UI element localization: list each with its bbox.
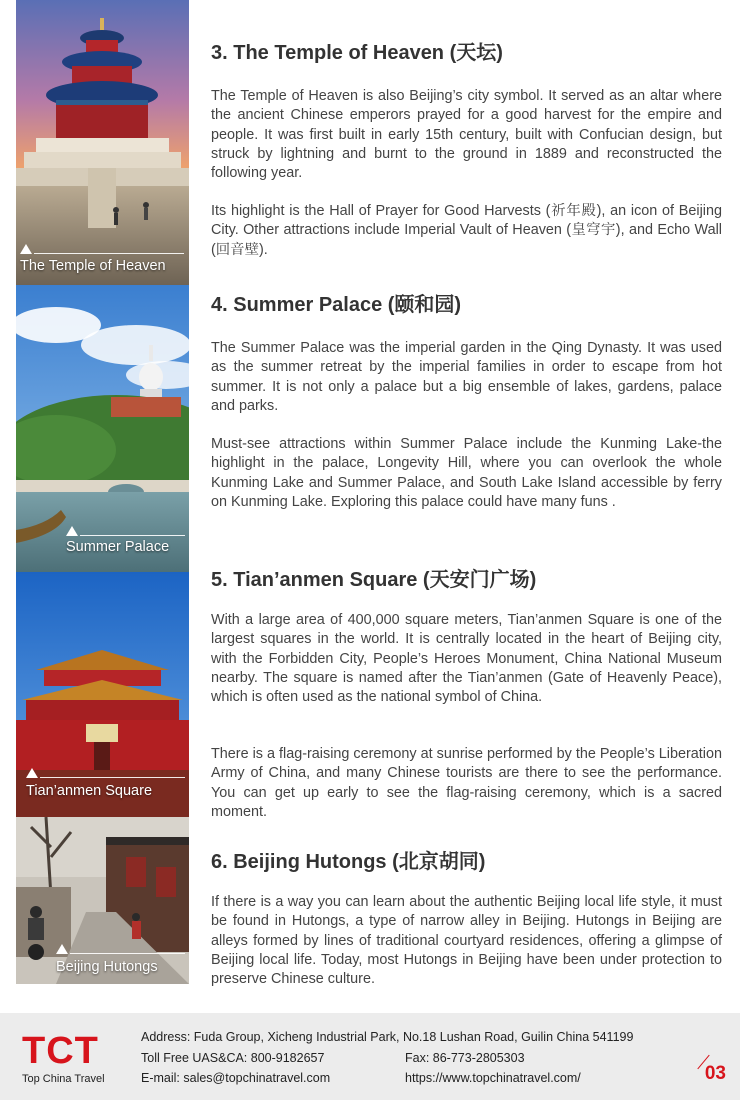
photo-summer-palace xyxy=(16,285,189,572)
paragraph: Must-see attractions within Summer Palace include the Kunming Lake-the highlight in the palace, Longevity Hill, where you can overlook the whole Kunming Lake and Summer Palace, and South Lake Island accessible by ferry on Kunming Lake. Exploring this palace could have many funs . xyxy=(211,436,722,510)
footer-email[interactable]: E-mail: sales@topchinatravel.com xyxy=(141,1071,331,1085)
section-title: 6. Beijing Hutongs (北京胡同) xyxy=(211,851,486,873)
paragraph: With a large area of 400,000 square meters, Tian’anmen Square is one of the largest squares in the world. It is centrally located in the heart of Beijing city, with the Forbidden City, People’s Heroes Monument, China National Museum nearby. The square is named after the Tian’anmen (Gate of Heavenly Peace), which is often used as the national symbol of China. xyxy=(211,612,722,706)
section-temple-of-heaven xyxy=(211,36,722,65)
footer-website-link[interactable]: https://www.topchinatravel.com/ xyxy=(405,1071,581,1085)
section-title: 3. The Temple of Heaven (天坛) xyxy=(211,42,503,64)
caption-line xyxy=(80,535,185,536)
photo-caption: The Temple of Heaven xyxy=(20,258,166,274)
section-beijing-hutongs-body xyxy=(211,893,722,989)
section-summer-palace-body-2 xyxy=(211,435,722,512)
section-beijing-hutongs xyxy=(211,845,722,874)
photo-temple-of-heaven xyxy=(16,0,189,285)
section-summer-palace xyxy=(211,288,722,317)
section-tiananmen-square-body-2 xyxy=(211,745,722,822)
section-temple-of-heaven-body xyxy=(211,87,722,183)
section-title: 5. Tian’anmen Square (天安门广场) xyxy=(211,569,537,591)
caption-marker-icon xyxy=(56,944,68,954)
paragraph: The Temple of Heaven is also Beijing’s city symbol. It served as an altar where the ancient Chinese emperors prayed for a good harvest for the empire and people. It was first built in early 15th century, built with Confucian design, but struck by lightning and burnt to the ground in 1889 and reconstructed the following year. xyxy=(211,88,722,182)
company-logo-subtitle: Top China Travel xyxy=(22,1073,105,1085)
paragraph: Its highlight is the Hall of Prayer for Good Harvests (祈年殿), an icon of Beijing City. Other attractions include Imperial Vault of Heaven (皇穹宇), and Echo Wall (回音壁). xyxy=(211,203,722,258)
caption-line xyxy=(34,253,184,254)
footer-tollfree: Toll Free UAS&CA: 800-9182657 xyxy=(141,1051,325,1065)
caption-line xyxy=(70,953,185,954)
caption-line xyxy=(40,777,185,778)
paragraph: If there is a way you can learn about the authentic Beijing local life style, it must be found in Hutongs, a type of narrow alley in Beijing. Hutongs in Beijing are alleys formed by lines of traditional courtyard residences, offering a glimpse of Beijing local life. Today, most Hutongs in Beijing have been under protection to preserve Chinese culture. xyxy=(211,894,722,988)
photo-tiananmen-square xyxy=(16,572,189,817)
photo-caption: Beijing Hutongs xyxy=(56,959,158,975)
paragraph: There is a flag-raising ceremony at sunrise performed by the People’s Liberation Army of China, and many Chinese tourists are there to see the performance. You can get up early to see the flag-raising ceremony, which is a sacred moment. xyxy=(211,746,722,820)
company-logo: TCT xyxy=(22,1030,99,1072)
caption-marker-icon xyxy=(26,768,38,778)
tiananmen-square-image xyxy=(16,572,189,817)
summer-palace-image xyxy=(16,285,189,572)
caption-marker-icon xyxy=(66,526,78,536)
footer-fax: Fax: 86-773-2805303 xyxy=(405,1051,525,1065)
page-footer xyxy=(0,1013,740,1100)
section-summer-palace-body xyxy=(211,339,722,416)
caption-marker-icon xyxy=(20,244,32,254)
photo-beijing-hutongs xyxy=(16,817,189,984)
photo-caption: Tian’anmen Square xyxy=(26,783,153,799)
photo-caption: Summer Palace xyxy=(66,539,170,555)
section-temple-of-heaven-body-2 xyxy=(211,202,722,260)
temple-of-heaven-image xyxy=(16,0,189,285)
section-tiananmen-square xyxy=(211,563,722,592)
section-title: 4. Summer Palace (颐和园) xyxy=(211,294,462,316)
paragraph: The Summer Palace was the imperial garden in the Qing Dynasty. It was used as the summer retreat by the imperial families in order to escape from hot summer. It is not only a palace but a big ensemble of lakes, gardens, palace and parks. xyxy=(211,340,722,414)
section-tiananmen-square-body xyxy=(211,611,722,707)
footer-address: Address: Fuda Group, Xicheng Industrial Park, No.18 Lushan Road, Guilin China 541199 xyxy=(141,1030,634,1044)
page-number: 03 xyxy=(704,1063,726,1084)
